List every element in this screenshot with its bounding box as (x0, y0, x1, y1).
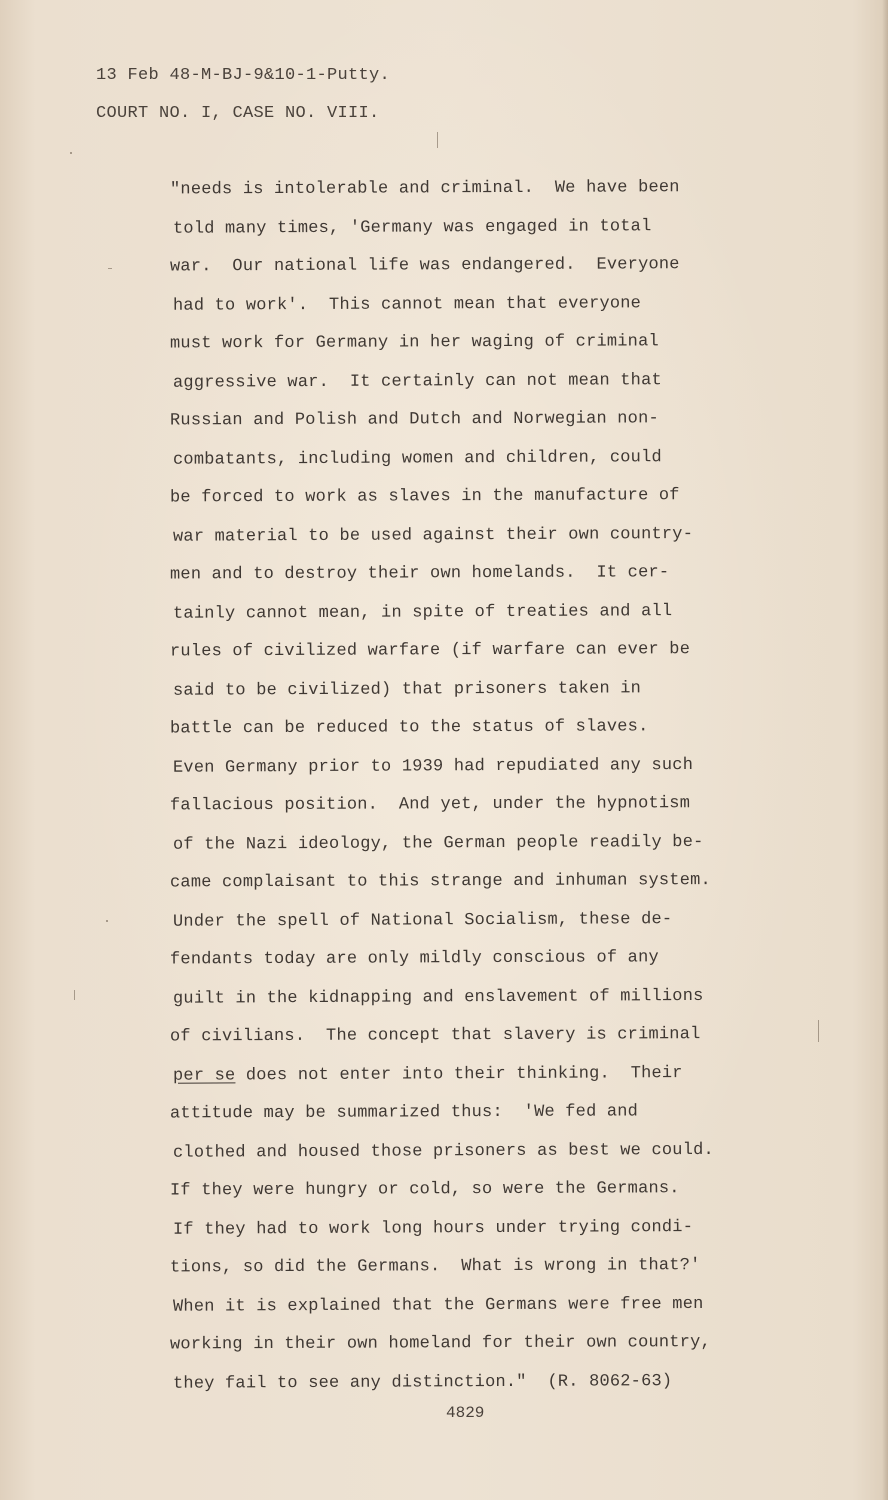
text-line: aggressive war. It certainly can not mean that (172, 370, 662, 393)
page-number: 4829 (446, 1404, 485, 1422)
text-line: battle can be reduced to the status of slaves. (169, 717, 649, 739)
margin-tick-mark (108, 268, 112, 269)
text-line: of the Nazi ideology, the German people readily be- (172, 832, 704, 855)
margin-tick-mark (70, 152, 72, 154)
text-line: Russian and Polish and Dutch and Norwegian non- (169, 409, 659, 431)
text-line: war material to be used against their own country- (172, 524, 694, 547)
text-line: attitude may be summarized thus: 'We fed and (169, 1102, 639, 1124)
text-line: rules of civilized warfare (if warfare can ever be (169, 640, 691, 662)
text-line: tainly cannot mean, in spite of treaties and all (172, 601, 673, 624)
text-line-remainder: does not enter into their thinking. Their (235, 1063, 683, 1085)
court-case-line: COURT NO. I, CASE NO. VIII. (96, 104, 380, 123)
text-line: combatants, including women and children, could (172, 447, 662, 470)
text-line: When it is explained that the Germans were free men (172, 1294, 704, 1317)
text-line: men and to destroy their own homelands. It cer- (169, 563, 670, 585)
text-line: fallacious position. And yet, under the hypnotism (169, 794, 691, 816)
text-line: If they were hungry or cold, so were the Germans. (169, 1179, 680, 1201)
margin-tick-mark (818, 1020, 819, 1042)
text-line: If they had to work long hours under trying condi- (172, 1217, 694, 1240)
margin-tick-mark (74, 990, 75, 1000)
document-reference-line: 13 Feb 48-M-BJ-9&10-1-Putty. (96, 66, 391, 85)
text-line: fendants today are only mildly conscious of any (169, 948, 659, 970)
text-line: clothed and housed those prisoners as best we could. (172, 1140, 714, 1163)
quoted-text-block (168, 170, 828, 1402)
text-line: came complaisant to this strange and inhuman system. (169, 871, 711, 893)
text-line: told many times, 'Germany was engaged in total (172, 216, 652, 239)
text-line: Even Germany prior to 1939 had repudiated any such (172, 755, 694, 778)
text-line: "needs is intolerable and criminal. We have been (169, 178, 680, 200)
text-line: they fail to see any distinction." (R. 8062-63) (172, 1371, 673, 1394)
text-line: had to work'. This cannot mean that everyone (172, 293, 642, 316)
text-line: working in their own homeland for their own country, (169, 1333, 711, 1355)
text-line: of civilians. The concept that slavery is criminal (169, 1025, 701, 1047)
text-line: Under the spell of National Socialism, these de- (172, 909, 673, 932)
text-line: war. Our national life was endangered. Everyone (169, 255, 680, 277)
text-line: be forced to work as slaves in the manufacture of (169, 486, 680, 508)
margin-tick-mark (106, 920, 108, 922)
margin-tick-mark (437, 132, 438, 148)
text-line: must work for Germany in her waging of criminal (169, 332, 659, 354)
text-line: tions, so did the Germans. What is wrong in that?' (169, 1256, 701, 1278)
text-line: said to be civilized) that prisoners taken in (172, 678, 642, 701)
per-se-underlined: per se (172, 1065, 236, 1086)
text-line: guilt in the kidnapping and enslavement of millions (172, 986, 704, 1009)
text-line-per-se (173, 1054, 833, 1096)
